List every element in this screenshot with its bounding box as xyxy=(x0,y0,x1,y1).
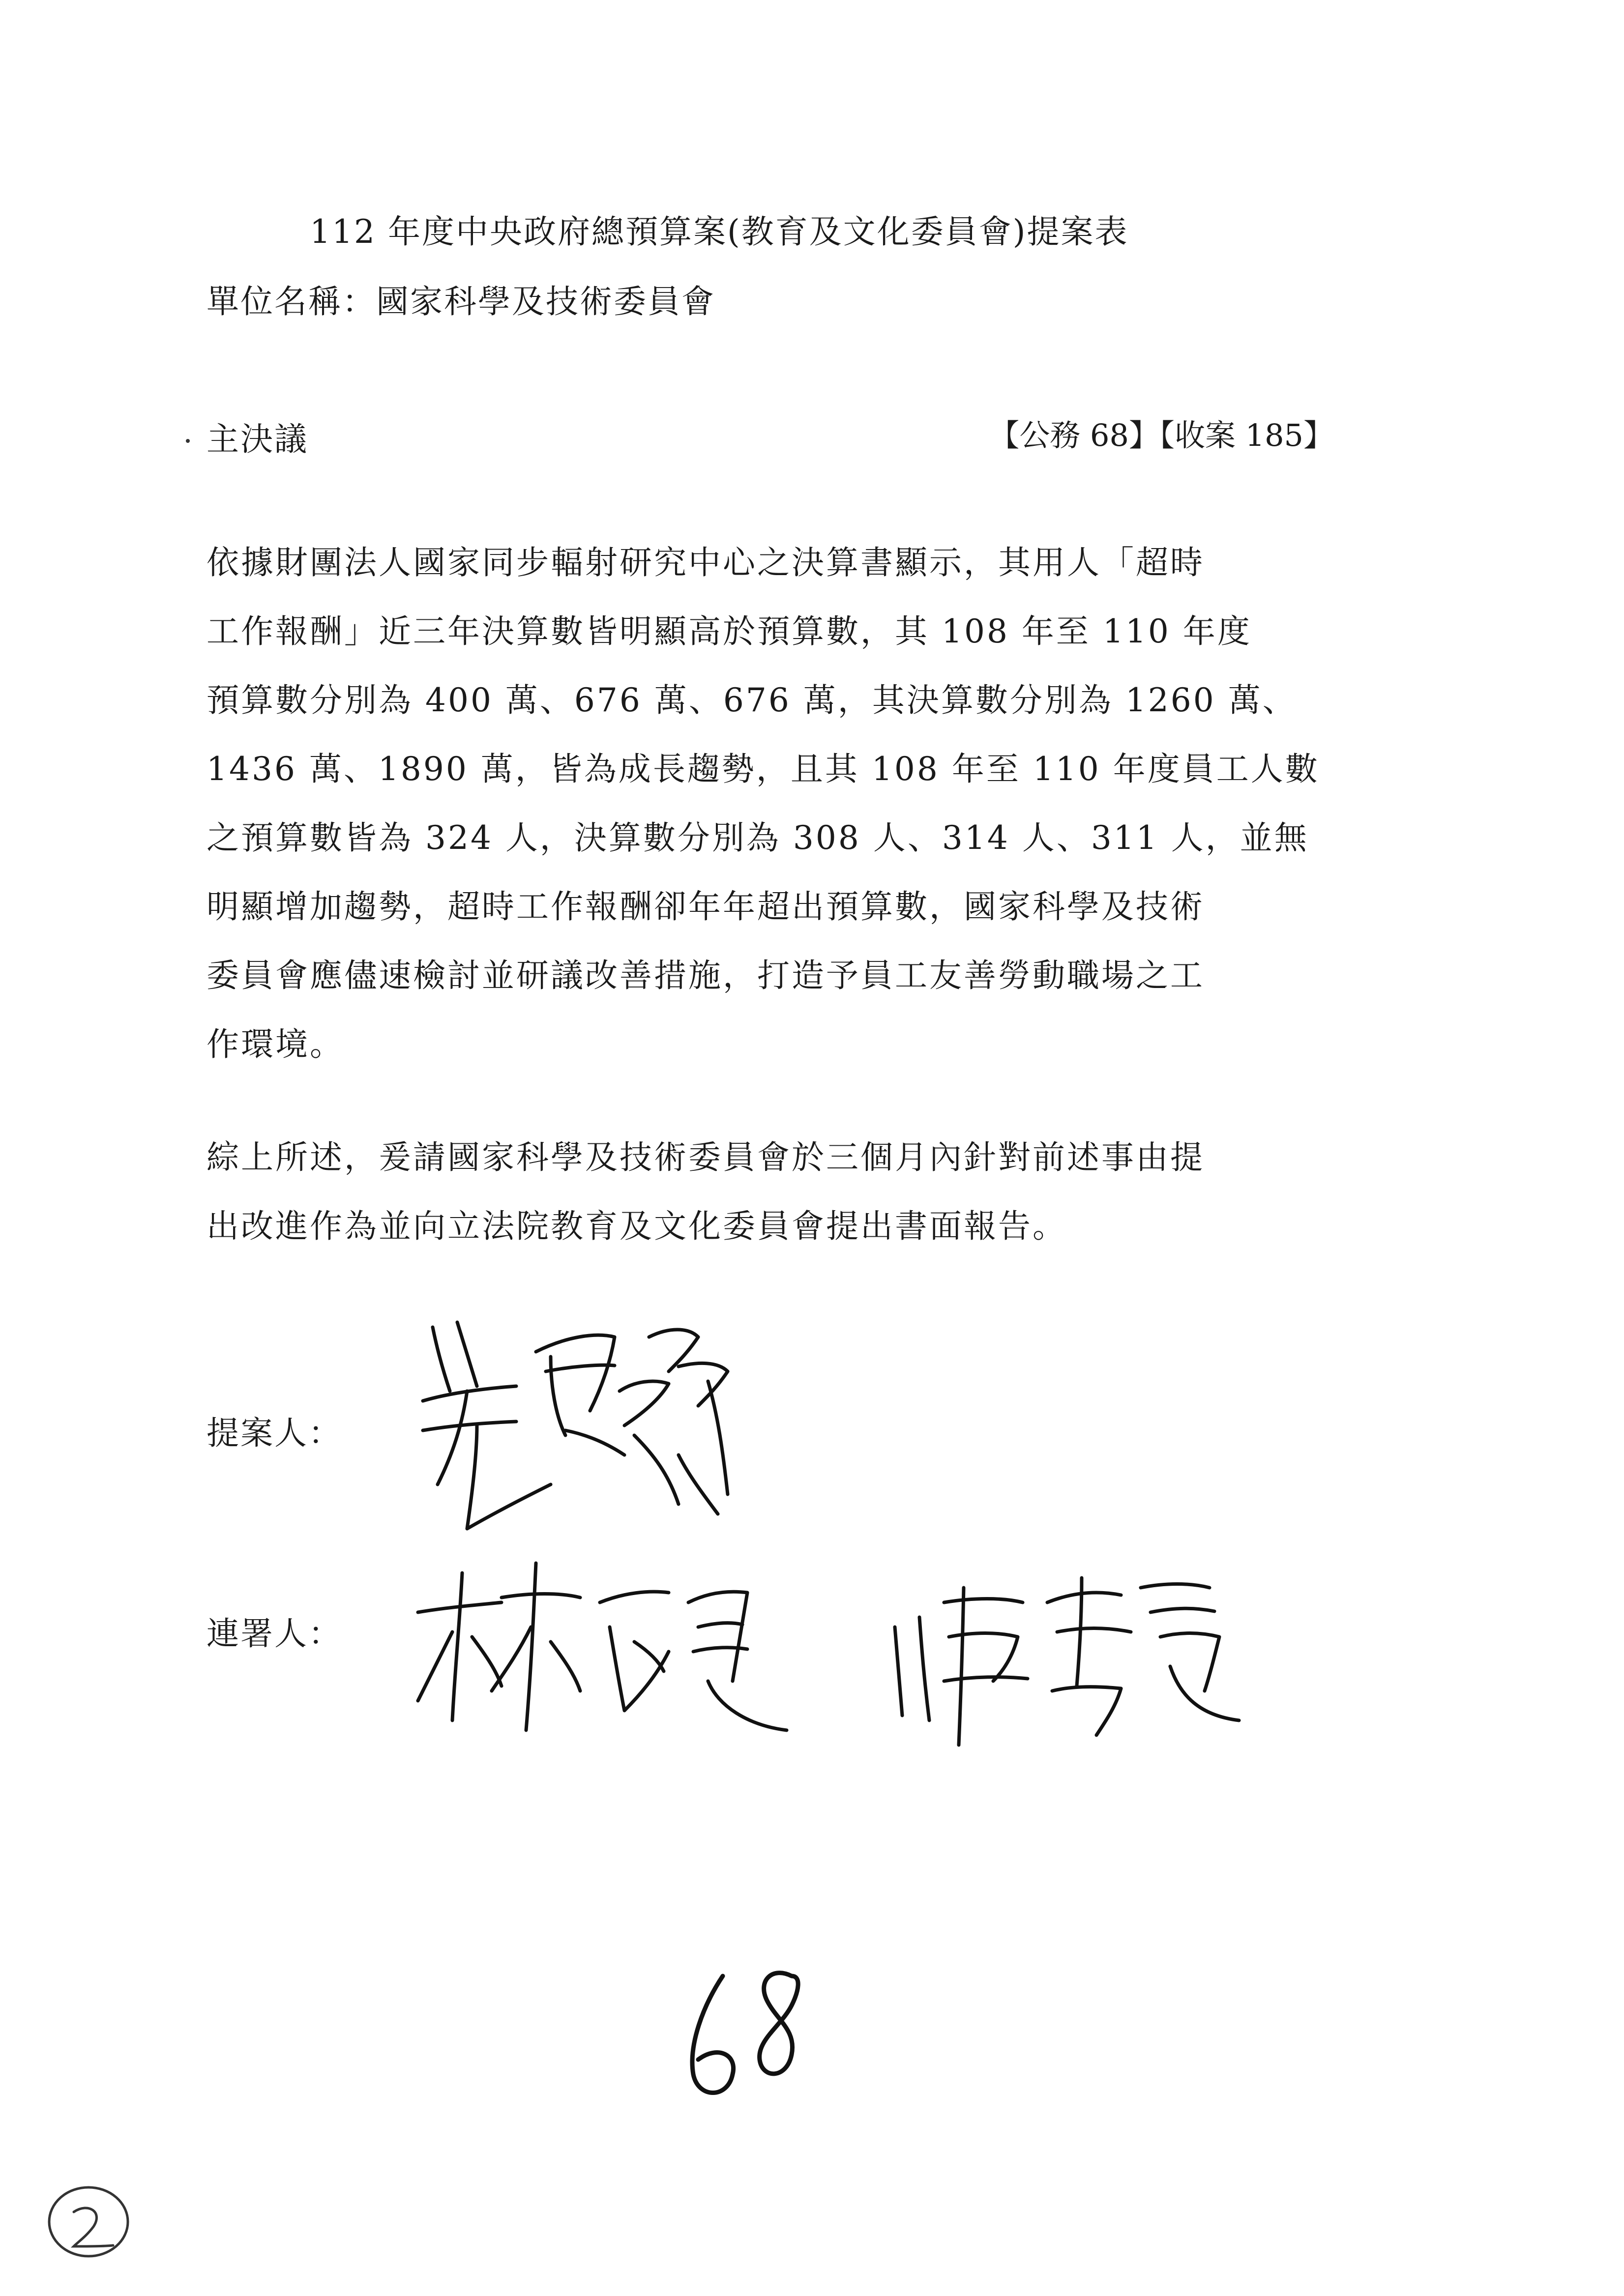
circled-mark xyxy=(39,2173,138,2273)
conclusion-line: 綜上所述，爰請國家科學及技術委員會於三個月內針對前述事由提 xyxy=(207,1138,1205,1176)
body-line: 委員會應儘速檢討並研議改善措施，打造予員工友善勞動職場之工 xyxy=(207,957,1205,994)
proposer-signature xyxy=(403,1308,846,1563)
body-line: 預算數分別為 400 萬、676 萬、676 萬，其決算數分別為 1260 萬、 xyxy=(207,681,1297,719)
proposer-label: 提案人： xyxy=(207,1414,342,1452)
document-title: 112 年度中央政府總預算案(教育及文化委員會)提案表 xyxy=(310,213,1129,251)
section-label-main-resolution: 主決議 xyxy=(207,420,308,458)
resolution-body xyxy=(207,528,1337,1079)
body-line: 1436 萬、1890 萬，皆為成長趨勢，且其 108 年至 110 年度員工人數 xyxy=(207,750,1320,788)
conclusion-line: 出改進作為並向立法院教育及文化委員會提出書面報告。 xyxy=(207,1207,1067,1245)
body-line: 作環境。 xyxy=(207,1025,344,1063)
conclusion-paragraph xyxy=(207,1123,1337,1261)
body-line: 工作報酬」近三年決算數皆明顯高於預算數，其 108 年至 110 年度 xyxy=(207,612,1252,650)
stray-dot-mark xyxy=(186,439,190,443)
cosigner-label: 連署人： xyxy=(207,1615,342,1653)
unit-name-line: 單位名稱：國家科學及技術委員會 xyxy=(207,283,715,320)
handwritten-page-number xyxy=(669,1947,826,2116)
body-line: 之預算數皆為 324 人，決算數分別為 308 人、314 人、311 人，並無 xyxy=(207,819,1309,857)
case-tags: 【公務 68】【收案 185】 xyxy=(989,417,1334,453)
cosigner-signature-1 xyxy=(403,1543,846,1750)
body-line: 明顯增加趨勢，超時工作報酬卻年年超出預算數，國家科學及技術 xyxy=(207,888,1205,926)
cosigner-signature-2 xyxy=(875,1558,1278,1765)
body-line: 依據財團法人國家同步輻射研究中心之決算書顯示，其用人「超時 xyxy=(207,544,1205,581)
